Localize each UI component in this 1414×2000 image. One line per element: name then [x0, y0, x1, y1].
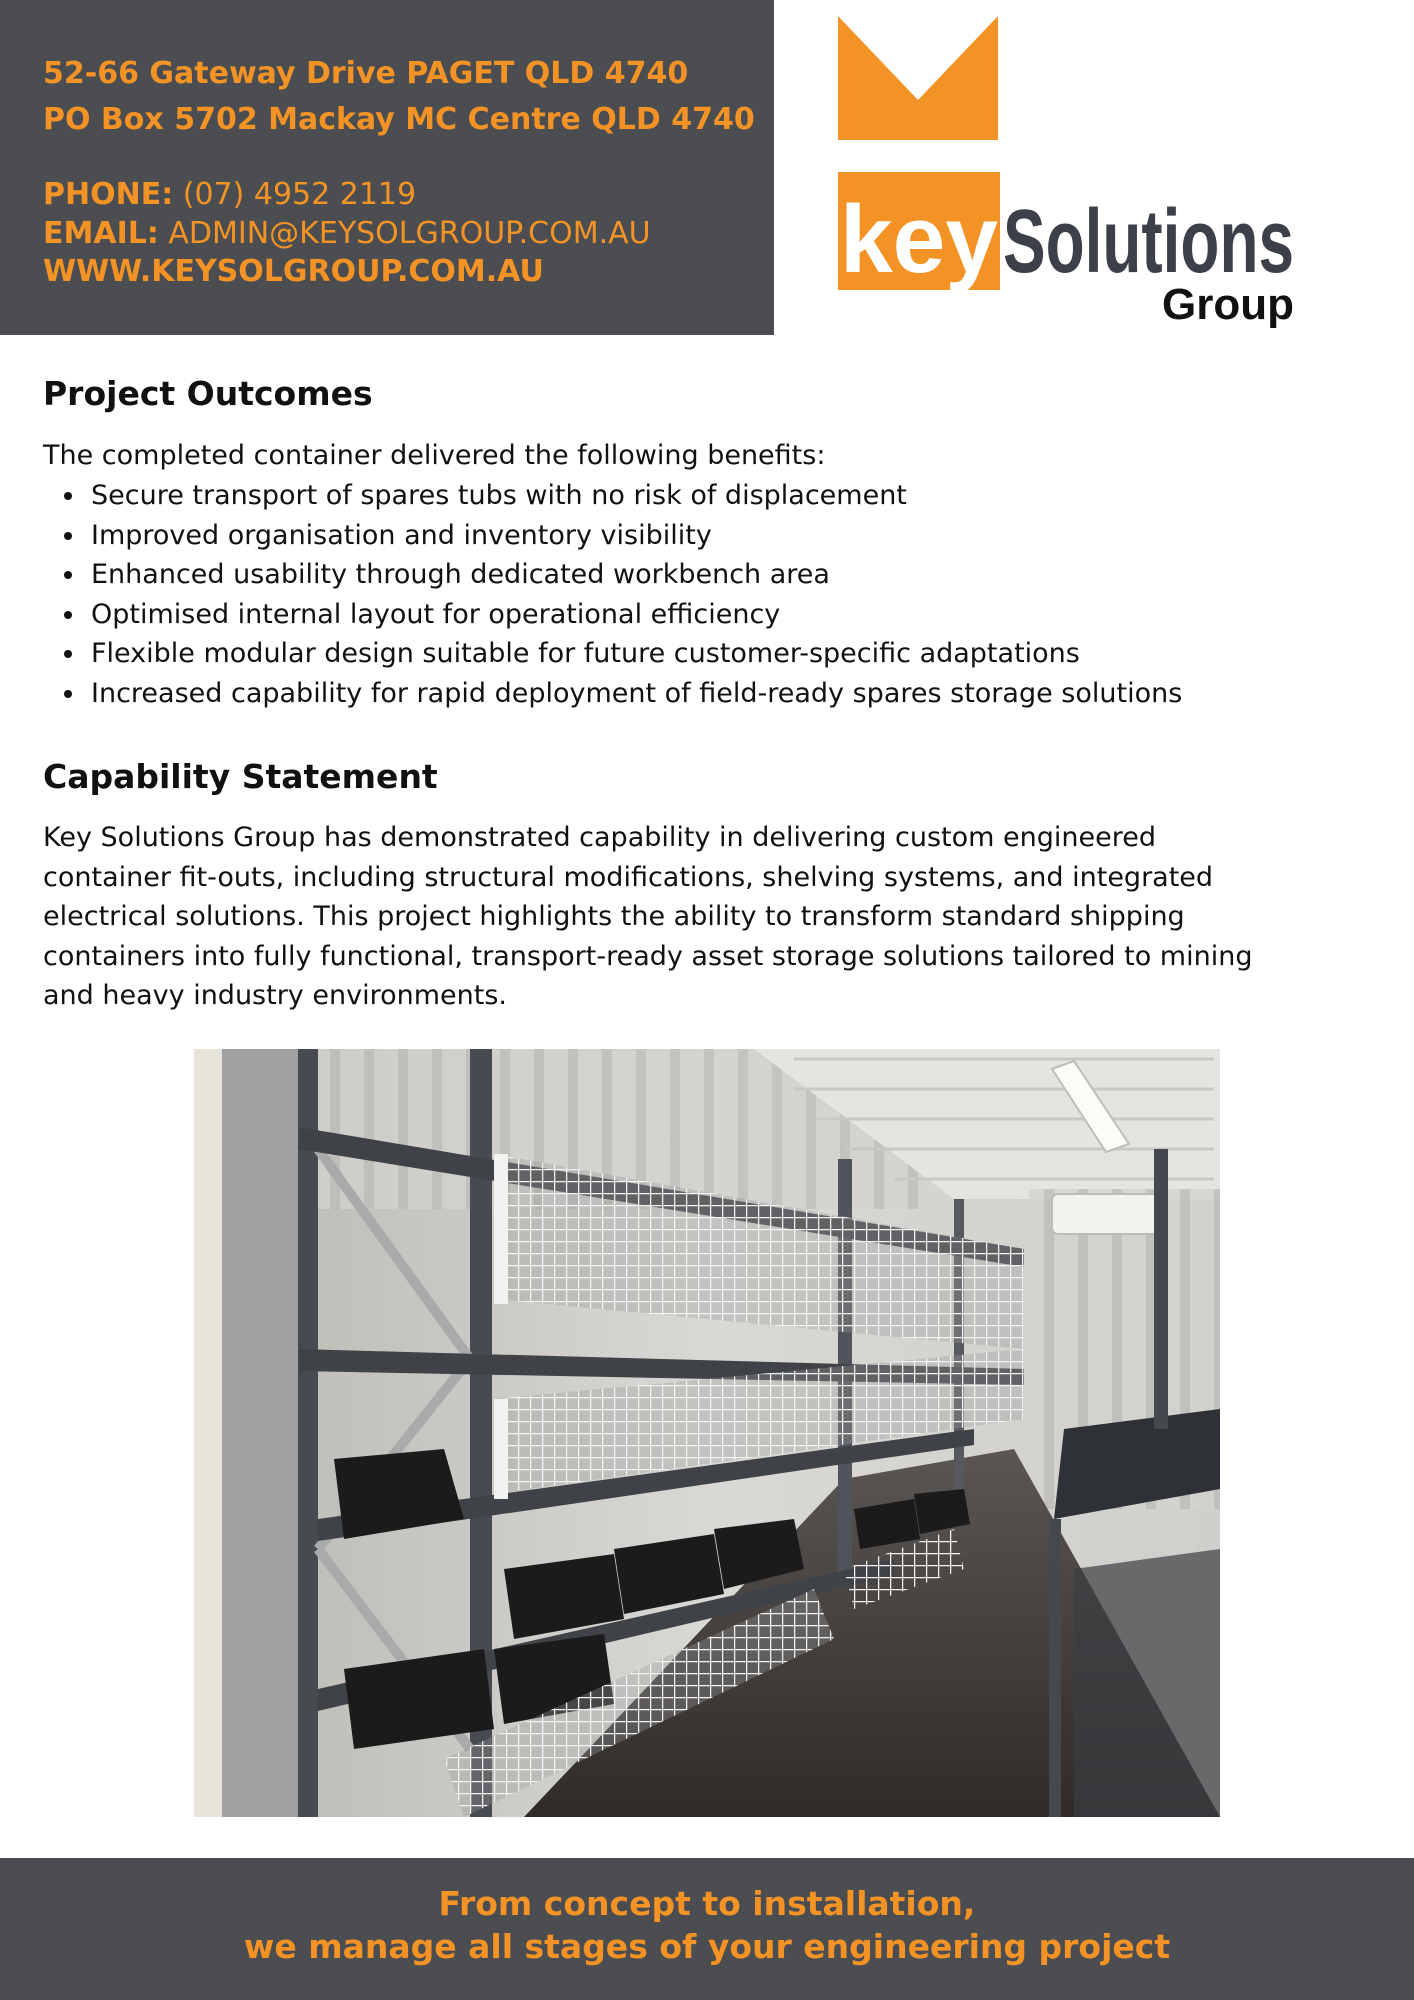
list-item: Flexible modular design suitable for future customer-specific adaptations [43, 634, 1182, 674]
email-address[interactable]: ADMIN@KEYSOLGROUP.COM.AU [168, 216, 651, 251]
phone-number[interactable]: (07) 4952 2119 [182, 177, 417, 212]
paragraph-line: container fit-outs, including structural modifications, shelving systems, and integrated [43, 861, 1214, 893]
phone-line [43, 175, 416, 214]
outcomes-intro: The completed container delivered the following benefits: [43, 440, 826, 471]
email-label: EMAIL: [43, 216, 159, 251]
contact-header [0, 0, 774, 335]
key-solutions-group-logo [836, 14, 1296, 329]
capability-heading: Capability Statement [43, 757, 438, 796]
list-item: Optimised internal layout for operational efficiency [43, 595, 1182, 635]
postal-address: PO Box 5702 Mackay MC Centre QLD 4740 [43, 102, 755, 137]
logo-word-solutions: Solutions [1003, 192, 1294, 292]
outcomes-heading: Project Outcomes [43, 374, 373, 413]
container-interior-photo [194, 1049, 1220, 1817]
paragraph-line: electrical solutions. This project highlights the ability to transform standard shipping [43, 901, 1185, 932]
list-item: Enhanced usability through dedicated workbench area [43, 555, 1182, 595]
street-address: 52-66 Gateway Drive PAGET QLD 4740 [43, 56, 689, 91]
paragraph-line: and heavy industry environments. [43, 980, 507, 1011]
paragraph-line: containers into fully functional, transport-ready asset storage solutions tailored to mining [43, 940, 1253, 972]
footer-banner [0, 1858, 1414, 2000]
list-item: Improved organisation and inventory visibility [43, 516, 1182, 556]
list-item: Secure transport of spares tubs with no risk of displacement [43, 476, 1182, 516]
capability-paragraph [43, 818, 1373, 1016]
footer-tagline-line2: we manage all stages of your engineering project [243, 1927, 1171, 1966]
email-line [43, 214, 651, 253]
website-link[interactable]: WWW.KEYSOLGROUP.COM.AU [43, 254, 544, 289]
list-item: Increased capability for rapid deployment of field-ready spares storage solutions [43, 674, 1182, 714]
logo-word-key: key [840, 186, 998, 293]
footer-tagline-line1: From concept to installation, [438, 1884, 976, 1923]
website-line [43, 252, 544, 291]
phone-label: PHONE: [43, 177, 174, 212]
outcomes-list [43, 476, 1182, 713]
logo-word-group: Group [1162, 280, 1294, 329]
logo-emblem [838, 16, 998, 140]
paragraph-line: Key Solutions Group has demonstrated capability in delivering custom engineered [43, 822, 1156, 853]
